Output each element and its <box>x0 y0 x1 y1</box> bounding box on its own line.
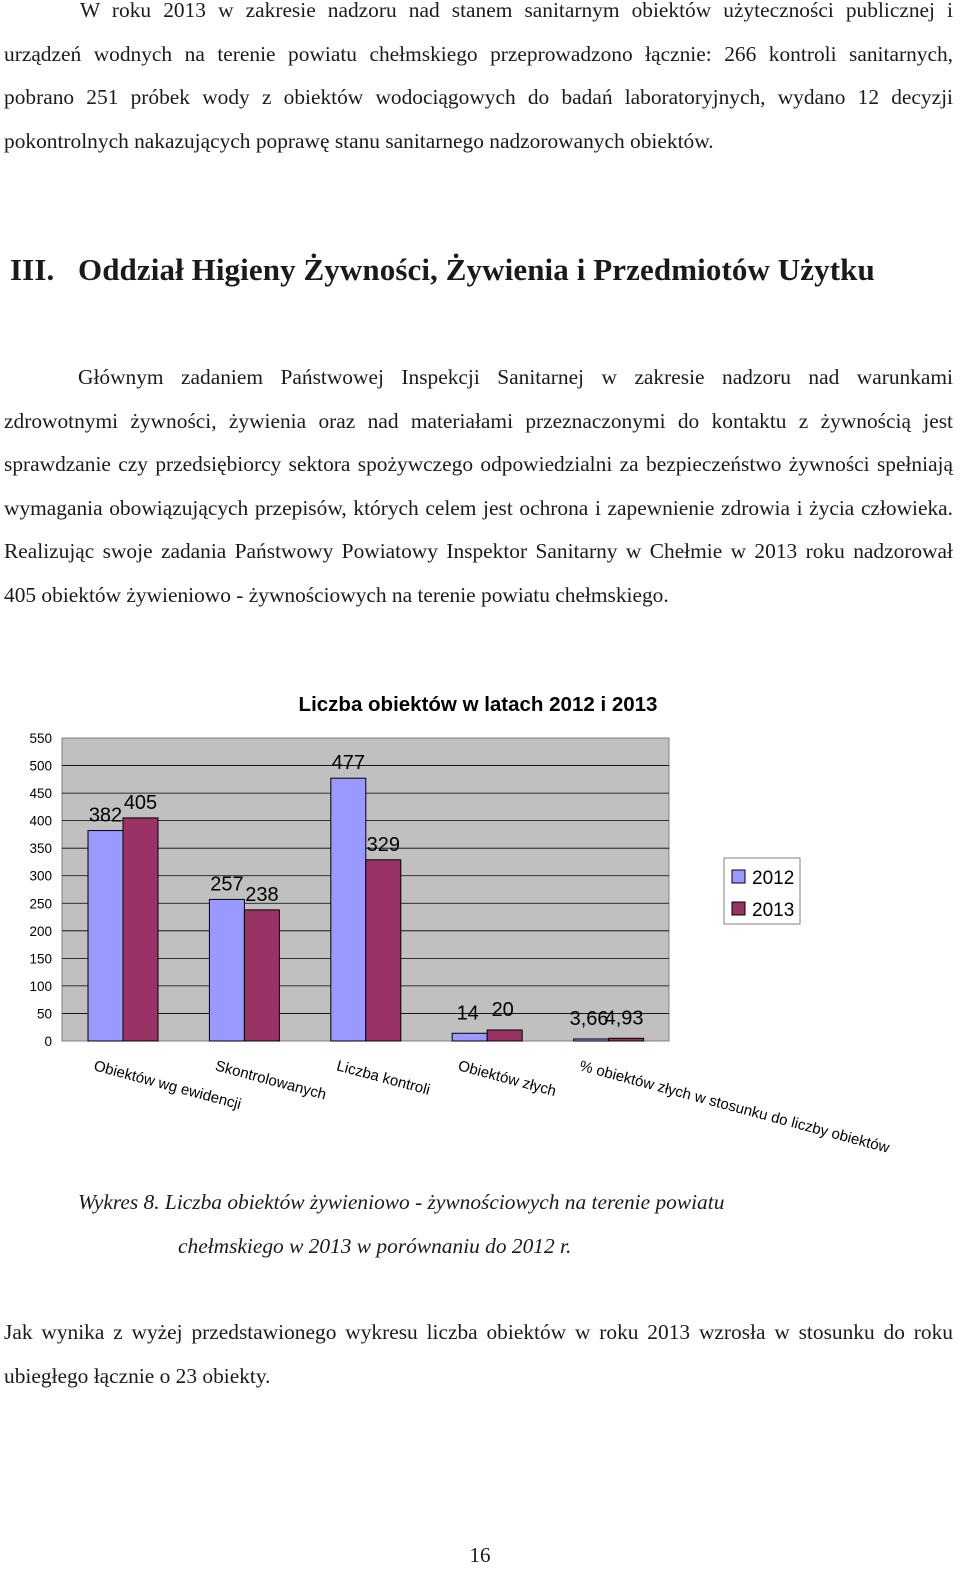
bar-label: 238 <box>245 883 279 906</box>
bar-label: 477 <box>331 752 365 775</box>
legend-swatch-2013 <box>732 902 745 915</box>
y-tick-label: 50 <box>36 1006 52 1022</box>
x-category-label: Obiektów złych <box>456 1057 559 1100</box>
bar-2012-3 <box>452 1033 487 1041</box>
bar-2012-2 <box>331 778 366 1041</box>
bar-2013-1 <box>244 910 279 1041</box>
y-tick-label: 0 <box>44 1034 52 1049</box>
intro-paragraph: W roku 2013 w zakresie nadzoru nad stanem sanitarnym obiektów użyteczności publicznej i urządzeń wodnych na terenie powiatu chełmskiego przeprowadzono łącznie: 266 kontroli sanitarnych, pobrano 251 próbek wody z obiektów wodociągowych do badań laboratoryjnych, wydano 12 decyzji pokontrolnych nakazujących poprawę stanu sanitarnego nadzorowanych obiektów. <box>4 0 953 153</box>
y-tick-label: 150 <box>29 951 52 967</box>
legend-swatch-2012 <box>732 870 745 883</box>
legend-label-2012: 2012 <box>752 868 795 889</box>
bar-label: 3,66 <box>569 1007 609 1030</box>
conclusion-paragraph: Jak wynika z wyżej przedstawionego wykresu liczba obiektów w roku 2013 wzrosła w stosunku do roku ubiegłego łącznie o 23 obiekty. <box>4 1320 953 1388</box>
bar-label: 329 <box>366 833 400 856</box>
bar-label: 4,93 <box>604 1007 644 1030</box>
bar-label: 405 <box>123 791 158 814</box>
page-number: 16 <box>469 1543 491 1567</box>
figure-caption <box>78 1181 918 1268</box>
y-tick-label: 250 <box>29 896 52 912</box>
x-category-label: Liczba kontroli <box>334 1057 432 1099</box>
bar-2012-0 <box>88 831 123 1041</box>
section-number: III. <box>10 252 55 287</box>
bar-2013-3 <box>487 1030 522 1041</box>
y-tick-label: 400 <box>29 813 52 829</box>
y-tick-label: 450 <box>29 786 52 802</box>
y-tick-label: 100 <box>29 978 52 994</box>
caption-line-1: Wykres 8. Liczba obiektów żywieniowo - żywnościowych na terenie powiatu <box>78 1190 725 1214</box>
y-axis-ticks <box>29 731 52 1049</box>
x-axis-labels <box>92 1057 891 1156</box>
y-tick-label: 200 <box>29 923 52 939</box>
bar-label: 382 <box>88 804 123 827</box>
bar-label: 14 <box>456 1002 479 1025</box>
section-paragraph: Głównym zadaniem Państwowej Inspekcji Sanitarnej w zakresie nadzoru nad warunkami zdrowotnymi żywności, żywienia oraz nad materiałami przeznaczonymi do kontaktu z żywnością jest sprawdzanie czy przedsiębiorcy sektora spożywczego odpowiedzialni za bezpieczeństwo żywności spełniają wymagania obowiązujących przepisów, których celem jest ochrona i zapewnienie zdrowia i życia człowieka. Realizując swoje zadania Państwowy Powiatowy Inspektor Sanitarny w Chełmie w 2013 roku nadzorował 405 obiektów żywieniowo - żywnościowych na terenie powiatu chełmskiego. <box>4 365 953 607</box>
section-heading <box>10 252 875 288</box>
y-tick-label: 550 <box>29 731 52 746</box>
section-title: Oddział Higieny Żywności, Żywienia i Przedmiotów Użytku <box>78 252 875 287</box>
bar-2013-2 <box>366 860 401 1041</box>
bar-2012-1 <box>209 899 244 1041</box>
x-category-label: Obiektów wg ewidencji <box>91 1057 243 1114</box>
chart-title: Liczba obiektów w latach 2012 i 2013 <box>298 693 658 716</box>
x-category-label: Skontrolowanych <box>213 1057 329 1104</box>
bar-label: 257 <box>210 873 244 896</box>
bar-chart <box>0 680 960 1160</box>
y-tick-label: 350 <box>29 841 52 857</box>
bar-label: 20 <box>491 998 514 1021</box>
x-category-label: % obiektów złych w stosunku do liczby obiektów <box>577 1057 892 1157</box>
y-tick-label: 300 <box>29 868 52 884</box>
y-tick-label: 500 <box>29 758 52 774</box>
caption-line-2: chełmskiego w 2013 w porównaniu do 2012 r. <box>178 1233 572 1258</box>
bar-2013-4 <box>609 1038 644 1041</box>
bar-2012-4 <box>574 1039 609 1041</box>
bar-2013-0 <box>123 818 158 1041</box>
legend <box>724 858 800 924</box>
legend-label-2013: 2013 <box>752 900 795 921</box>
